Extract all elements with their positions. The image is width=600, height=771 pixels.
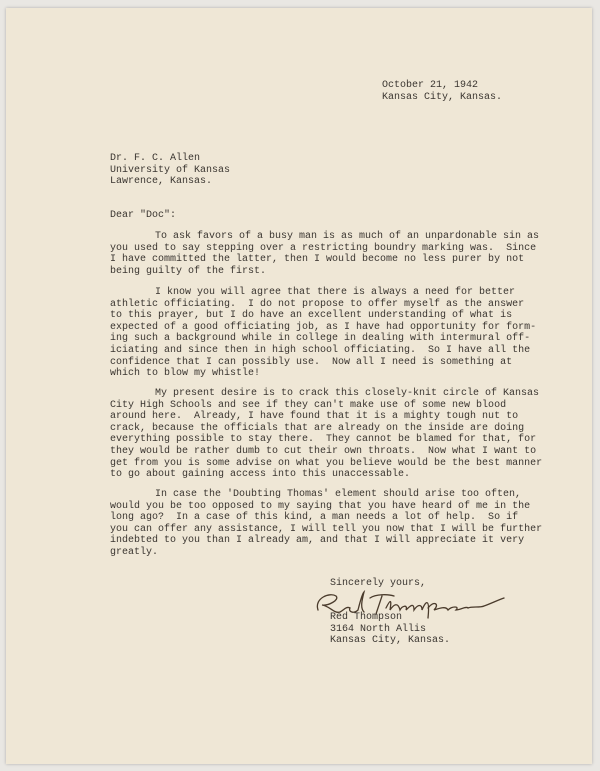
place: Kansas City, Kansas. — [382, 91, 503, 103]
sender-block — [330, 612, 450, 647]
date-block — [382, 80, 502, 103]
paragraph-line: greatly. — [110, 546, 159, 558]
salutation: Dear "Doc": — [110, 210, 177, 221]
recipient-line: University of Kansas — [110, 164, 231, 176]
sender-city: Kansas City, Kansas. — [330, 635, 451, 647]
date: October 21, 1942 — [382, 80, 479, 91]
paragraph-line: I know you will agree that there is always a need for better — [155, 287, 516, 298]
sender-name: Red Thompson — [330, 612, 403, 623]
paragraph-line: athletic officiating. I do not propose to offer myself as the answer — [110, 298, 525, 310]
paragraph-line: ing such a background while in college in dealing with intermural off- — [110, 333, 531, 345]
paragraph-line: City High Schools and see if they can't make use of some new blood — [110, 399, 507, 411]
paragraph-line: to go about gaining access into this unaccessable. — [110, 469, 411, 481]
paragraph-line: indebted to you than I already am, and that I will appreciate it very — [110, 535, 525, 547]
paragraph-line: being guilty of the first. — [110, 265, 267, 277]
paragraph-4 — [110, 489, 542, 559]
paragraph-line: long ago? In a case of this kind, a man needs a lot of help. So if — [110, 512, 519, 524]
paragraph-1 — [110, 231, 539, 277]
paragraph-line: get from you is some advise on what you believe would be the best manner — [110, 457, 543, 469]
paragraph-line: confidence that I can possibly use. Now all I need is something at — [110, 356, 513, 368]
paragraph-line: would you be too opposed to my saying that you have heard of me in the — [110, 500, 531, 512]
paragraph-line: In case the 'Doubting Thomas' element should arise too often, — [155, 489, 522, 500]
paragraph-2 — [110, 287, 536, 380]
paragraph-3 — [110, 388, 542, 481]
paragraph-line: My present desire is to crack this closely-knit circle of Kansas — [155, 388, 540, 399]
paragraph-line: to this prayer, but I do have an excellent understanding of what is — [110, 310, 513, 322]
paragraph-line: expected of a good officiating job, as I have had opportunity for form- — [110, 321, 537, 333]
paragraph-line: you used to say stepping over a restricting boundry marking was. Since — [110, 242, 537, 254]
paragraph-line: they would be rather dumb to cut their own throats. Now what I want to — [110, 445, 537, 457]
paragraph-line: which to blow my whistle! — [110, 368, 261, 380]
paragraph-line: you can offer any assistance, I will tell you now that I will be further — [110, 523, 543, 535]
recipient-line: Dr. F. C. Allen — [110, 153, 201, 164]
paragraph-line: crack, because the officials that are already on the inside are doing — [110, 422, 525, 434]
letter-page — [6, 8, 592, 764]
paragraph-line: I have committed the latter, then I would become no less purer by not — [110, 254, 525, 266]
paragraph-line: around here. Already, I have found that it is a mighty tough nut to — [110, 411, 519, 423]
closing: Sincerely yours, — [330, 578, 427, 589]
recipient-line: Lawrence, Kansas. — [110, 176, 213, 188]
paragraph-line: iciating and since then in high school officiating. So I have all the — [110, 344, 531, 356]
paragraph-line: To ask favors of a busy man is as much of an unpardonable sin as — [155, 231, 540, 242]
sender-street: 3164 North Allis — [330, 623, 427, 635]
paragraph-line: everything possible to stay there. They cannot be blamed for that, for — [110, 434, 537, 446]
recipient-address — [110, 153, 230, 188]
